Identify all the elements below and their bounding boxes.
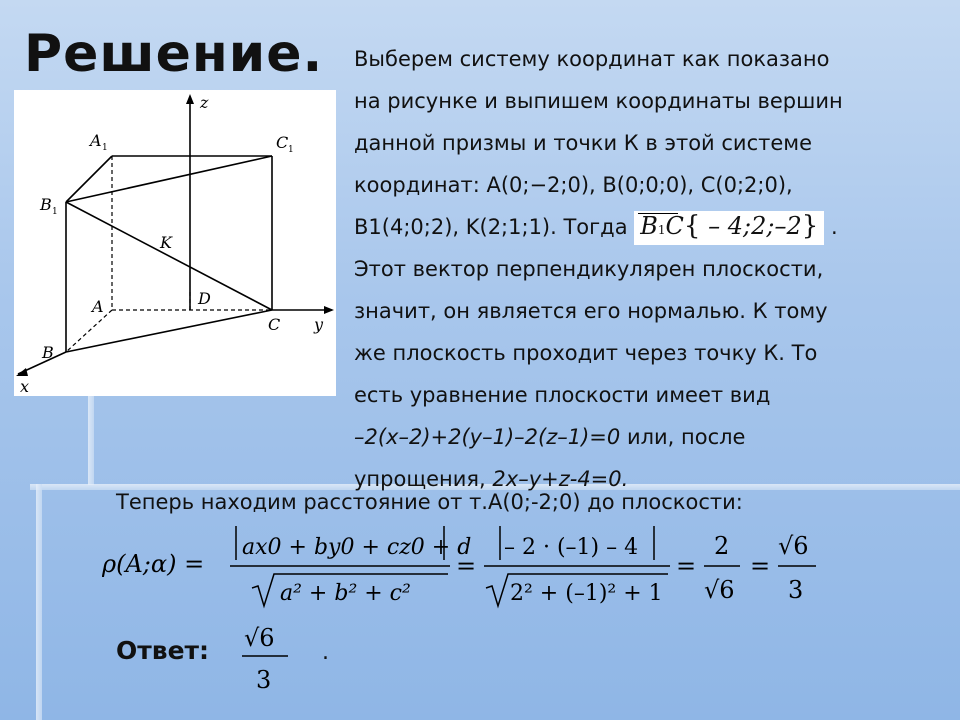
answer-label: Ответ: (116, 636, 210, 665)
fraction4-denominator: 3 (788, 576, 804, 604)
answer-end: . (322, 640, 329, 665)
vector-b1c (634, 211, 824, 245)
vector-values: – 4;2;–2 (700, 212, 802, 240)
svg-text:1: 1 (102, 143, 108, 153)
para-line-11-text: упрощения, (354, 467, 493, 491)
answer-numerator: √6 (244, 624, 275, 652)
para-line-9: есть уравнение плоскости имеет вид (354, 383, 771, 407)
svg-text:1: 1 (288, 145, 294, 155)
point-k-label: K (160, 233, 172, 252)
plane-equation-simplified: 2x–y+z-4=0. (492, 467, 629, 491)
axis-z-label: z (200, 93, 209, 112)
fraction1-denominator: a² + b² + c² (280, 581, 411, 606)
vector-subscript: 1 (657, 223, 666, 237)
fraction2-numerator: – 2 · (–1) – 4 (504, 535, 639, 560)
para-line-1: Выберем систему координат как показано (354, 47, 830, 71)
fraction4-numerator: √6 (778, 532, 809, 560)
vector-brace-close: } (801, 211, 819, 241)
slide-title: Решение. (24, 24, 324, 84)
fraction3-numerator: 2 (714, 532, 730, 560)
para-line-6: Этот вектор перпендикулярен плоскости, (354, 257, 824, 281)
para-line-5-text: B1(4;0;2), K(2;1;1). Тогда (354, 215, 628, 239)
point-d-label: D (198, 289, 211, 308)
svg-text:1: 1 (52, 207, 58, 217)
plane-equation-expanded: –2(x–2)+2(y–1)–2(z–1)=0 (354, 425, 621, 449)
fraction3-denominator: √6 (704, 576, 735, 604)
para-line-10-rest: или, после (620, 425, 746, 449)
vertex-b1-label: B (40, 195, 52, 214)
vertex-c1-label: C (276, 133, 289, 152)
para-line-5 (354, 206, 954, 248)
axis-y-label: y (314, 315, 324, 334)
vertex-a-label: A (92, 297, 104, 316)
distance-formula (102, 520, 822, 610)
formula-lhs: ρ(A;α) = (102, 550, 205, 578)
vector-b-letter: B (640, 212, 658, 240)
para-line-5-end: . (830, 215, 838, 239)
para-line-4: координат: A(0;−2;0), B(0;0;0), C(0;2;0), (354, 173, 793, 197)
prism-figure (14, 90, 336, 396)
fraction1-numerator: ax0 + by0 + cz0 + d (242, 535, 472, 560)
vertex-b-label: B (42, 343, 54, 362)
solution-paragraph (354, 38, 954, 500)
fraction2-denominator: 2² + (–1)² + 1 (510, 581, 663, 606)
distance-intro: Теперь находим расстояние от т.A(0;-2;0) до плоскости: (116, 490, 743, 514)
answer-fraction (240, 616, 300, 696)
vector-c-letter: C (665, 212, 684, 240)
vertex-c-label: C (268, 315, 281, 334)
para-line-7: значит, он является его нормалью. К тому (354, 299, 828, 323)
decor-bar-vertical (88, 395, 94, 485)
svg-text:=: = (750, 552, 771, 580)
decor-bar-vertical-lower (36, 484, 42, 720)
vector-brace-open: { (683, 211, 701, 241)
para-line-3: данной призмы и точки К в этой системе (354, 131, 813, 155)
vertex-a1-label: A (90, 131, 102, 150)
svg-text:=: = (456, 552, 477, 580)
para-line-10 (354, 416, 954, 458)
axis-x-label: x (20, 377, 30, 396)
svg-text:=: = (676, 552, 697, 580)
para-line-8: же плоскость проходит через точку К. То (354, 341, 818, 365)
answer-denominator: 3 (256, 666, 272, 694)
para-line-2: на рисунке и выпишем координаты вершин (354, 89, 843, 113)
